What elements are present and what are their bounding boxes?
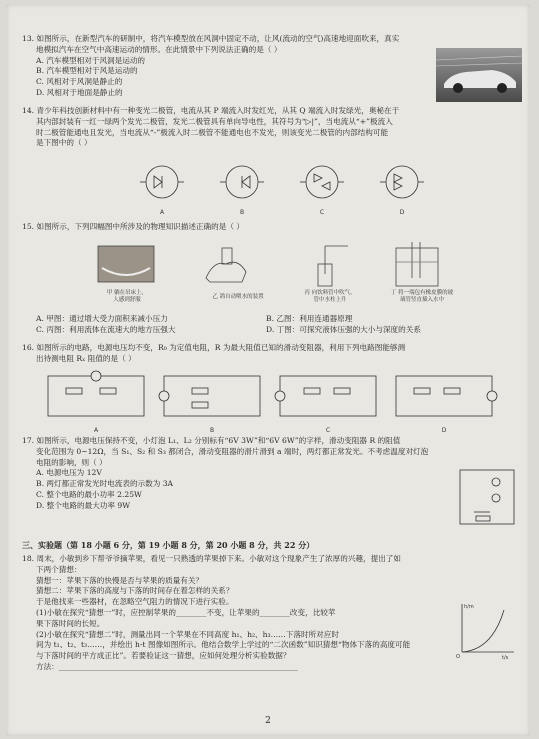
q18-line-8: (2)小敏在探究“猜想二”时，测量出同一个苹果在不同高度 h₁、h₂、h₃……下落时所对应时 (36, 629, 339, 639)
q14-diode-figures (132, 154, 432, 226)
q18-graph-xlabel: t/s (502, 655, 509, 660)
q14-line-1: 14. 青少年科技创新材料中有一种变光二极管，电流从其 P 端流入时发红光，从其 Q 端流入时发绿光，奥秘在于 (22, 106, 400, 115)
q18-line-4: 猜想二：苹果下落的高度与下落的时间存在着怎样的关系？ (36, 586, 234, 596)
q16-stem-2: 出待测电阻 Rₓ 阻值的是（ ） (36, 353, 136, 363)
q15-option-b: B. 乙图：利用连通器原理 (266, 314, 353, 323)
q16-circuit-figures (42, 368, 512, 440)
q17-option-c: C. 整个电路的最小功率 2.25W (36, 489, 142, 499)
q18-line-11: 方法：_______________________________________________________________ (36, 661, 298, 671)
q18-line-2: 下两个猜想： (36, 564, 82, 574)
q18-line-10: 与下落时间的平方成正比”。若要验证这一猜想，应如何处理分析实验数据？ (36, 651, 291, 661)
q15-caption-yi: 乙 鸽自动喂水的装置 (212, 294, 264, 300)
q18-graph-ylabel: h/m (464, 604, 474, 610)
q15-caption-ding: 丁 将一端包有橡皮膜的玻 璃管竖直插入水中 (390, 290, 454, 303)
q14-line-3: 时二极管能通电且发光，当电流从“-”极流入时二极管不能通电也不发光，则该变光二极管的内部结构可能 (36, 127, 389, 137)
q17-line-2: 变化范围为 0~12Ω，当 S₁、S₂ 和 S₃ 都闭合，滑动变阻器的滑片滑到 a 端时，两灯都正常发光。不考虑温度对灯泡 (36, 446, 429, 456)
q17-line-3: 电阻的影响，则（ ） (36, 457, 107, 467)
question-17 (22, 436, 522, 512)
q14-line-4: 是下图中的（ ） (36, 138, 92, 148)
q15-option-a: A. 甲图：通过增大受力面积来减小压力 (36, 314, 168, 323)
q15-caption-bing: 丙 向饮料管中吹气， 管中水柱上升 (304, 290, 356, 303)
q16-option-b-label: B (209, 427, 215, 434)
q15-options (22, 314, 522, 336)
q17-option-a: A. 电源电压为 12V (36, 468, 102, 478)
q18-line-7: 果下落时间的长短。 (36, 618, 105, 628)
question-14 (22, 106, 522, 149)
q14-line-2: 其内部封装有一红一绿两个发光二极管，发光二极管具有单向导电性，其符号为“▷|”，当电流从“+”极流入 (36, 116, 393, 126)
q13-option-d: D. 风相对于地面是静止的 (36, 87, 123, 97)
q18-line-3: 猜想一：苹果下落的快慢是否与苹果的质量有关？ (36, 575, 204, 585)
q14-option-d-label: D (399, 209, 405, 216)
q14-option-a-label: A (159, 209, 165, 216)
q13-option-b: B. 汽车模型相对于风是运动的 (36, 66, 138, 76)
q15-stem: 15. 如图所示，下列四幅图中所涉及的物理知识描述正确的是（ ） (22, 222, 244, 231)
q14-option-c-label: C (319, 209, 325, 216)
q18-graph-origin: O (456, 654, 460, 660)
q13-stem-1: 13. 如图所示，在新型汽车的研制中，将汽车模型放在风洞中固定不动，让风(流动的空气)高速地迎面吹来，真实 (22, 34, 400, 43)
q14-option-b-label: B (239, 209, 245, 216)
q16-option-d-label: D (441, 427, 447, 434)
car-wind-tunnel-photo (436, 48, 522, 106)
q13-stem-2: 地模拟汽车在空气中高速运动的情形。在此情景中下列说法正确的是（ ） (36, 44, 282, 54)
q16-option-a-label: A (93, 427, 99, 434)
question-15 (22, 222, 522, 233)
q13-option-a: A. 汽车模型相对于风洞是运动的 (36, 55, 146, 65)
q18-line-9: 间为 t₁、t₂、t₃……，并绘出 h-t 图像如图所示。他结合数学上学过的“二次函数”知识猜想“物体下落的高度可能 (36, 640, 411, 650)
q16-option-c-label: C (325, 427, 331, 434)
q16-stem-1: 16. 如图所示的电路，电源电压均不变，R₀ 为定值电阻，R 为最大阻值已知的滑动变阻器，利用下列电路图能够测 (22, 343, 406, 352)
section-3-heading: 三、实验题（第 18 小题 6 分，第 19 小题 8 分，第 20 小题 8 分，共 22 分） (22, 540, 315, 550)
q18-ht-graph (454, 600, 518, 664)
exam-page (6, 4, 530, 736)
q15-option-d: D. 丁图：可探究液体压强的大小与深度的关系 (266, 324, 421, 334)
q15-caption-jia: 甲 躺在吊床上， 人感到舒服 (106, 290, 148, 303)
q17-option-d: D. 整个电路的最大功率 9W (36, 500, 131, 510)
q17-circuit-figure (454, 464, 520, 534)
q17-line-1: 17. 如图所示，电源电压保持不变，小灯泡 L₁、L₂ 分别标有“6V 3W”和“6V 6W”的字样，滑动变阻器 R 的阻值 (22, 436, 401, 445)
q18-line-1: 18. 周末，小敏到乡下帮爷爷摘苹果，看见一只熟透的苹果掉下来。小敏对这个现象产生了浓厚的兴趣，提出了如 (22, 554, 401, 563)
q18-line-6: (1)小敏在探究“猜想一”时，应控制苹果的________不变，让苹果的________改变，比较苹 (36, 607, 336, 617)
q17-option-b: B. 两灯都正常发光时电流表的示数为 3A (36, 479, 174, 489)
q13-option-c: C. 风相对于风洞是静止的 (36, 77, 123, 87)
q18-line-5: 于是他找来一些器材，在忽略空气阻力的情况下进行实验。 (36, 597, 234, 607)
question-16 (22, 343, 522, 365)
q15-option-c: C. 丙图：利用流体在流速大的地方压强大 (36, 324, 176, 334)
page-number: 2 (265, 716, 271, 726)
question-18 (22, 554, 522, 673)
